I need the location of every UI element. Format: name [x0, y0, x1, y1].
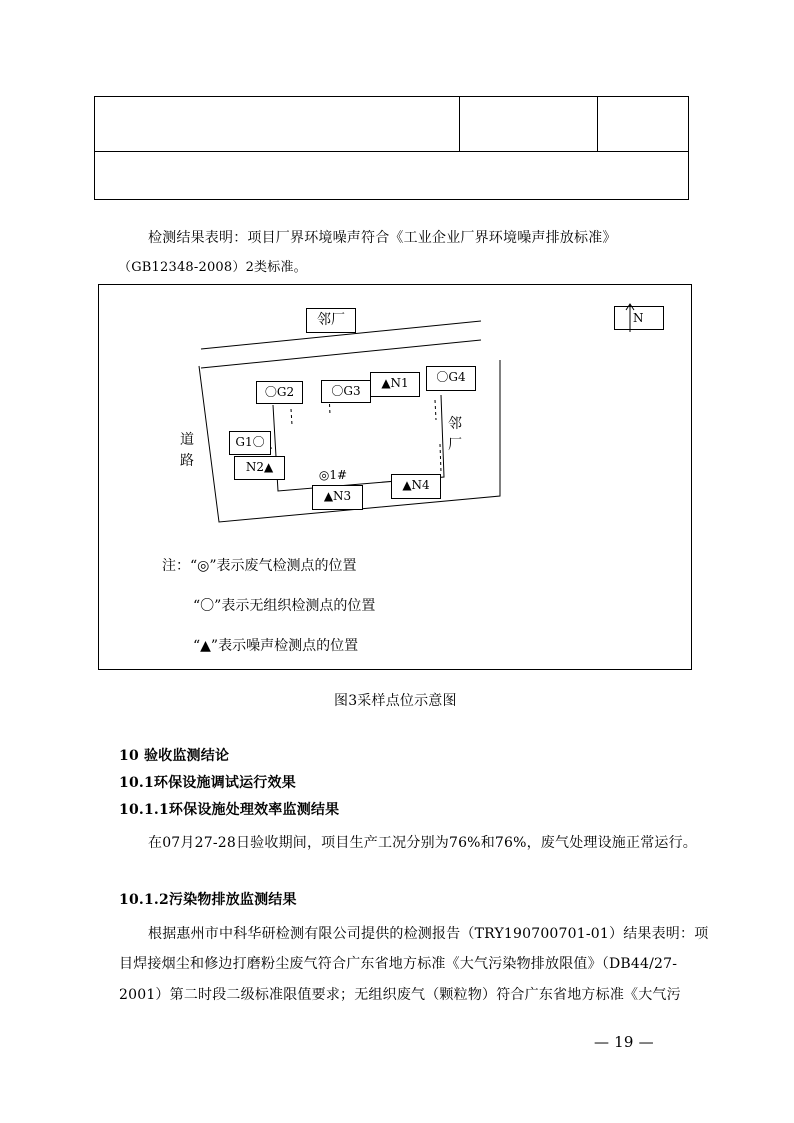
section-10-1-2-text-line-3: 2001）第二时段二级标准限值要求；无组织废气（颗粒物）符合广东省地方标准《大气污	[119, 987, 681, 1003]
neighbor-top-box	[306, 308, 356, 333]
north-box	[614, 306, 664, 330]
north-label: N	[633, 311, 644, 325]
point-n4: ▲N4	[391, 474, 441, 499]
section-10-1-2-title: 10.1.2污染物排放监测结果	[119, 892, 297, 908]
note-noise: “▲”表示噪声检测点的位置	[193, 638, 359, 654]
table-middle-border	[94, 151, 689, 152]
table-top-border	[94, 96, 689, 97]
result-statement-line-1: 检测结果表明：项目厂界环境噪声符合《工业企业厂界环境噪声排放标准》	[148, 230, 617, 246]
road-label-char-1: 道	[180, 432, 194, 448]
result-statement-line-2: （GB12348-2008）2类标准。	[118, 260, 307, 275]
section-10-title: 10 验收监测结论	[119, 748, 230, 764]
table-col-divider-2	[597, 96, 598, 152]
note-unorganized: “〇”表示无组织检测点的位置	[193, 598, 376, 614]
table-right-border	[688, 96, 689, 200]
neighbor-right-char-2: 厂	[448, 437, 462, 453]
table-left-border	[94, 96, 95, 200]
section-10-1-2-text-line-2: 目焊接烟尘和修边打磨粉尘废气符合广东省地方标准《大气污染物排放限值》（DB44/27-	[119, 956, 678, 972]
table-bottom-border	[94, 199, 689, 200]
section-10-1-title: 10.1环保设施调试运行效果	[119, 775, 296, 791]
neighbor-top-label: 邻厂	[317, 312, 345, 328]
neighbor-right-char-1: 邻	[448, 416, 462, 432]
road-label-char-2: 路	[180, 453, 194, 469]
section-10-1-1-text: 在07月27-28日验收期间，项目生产工况分别为76%和76%，废气处理设施正常运行。	[148, 835, 698, 851]
dash-mark-3	[435, 400, 436, 420]
dash-mark-1	[291, 409, 292, 425]
point-g1: G1〇	[229, 431, 271, 455]
dash-mark-4	[440, 444, 441, 472]
table-col-divider-1	[459, 96, 460, 152]
point-p1: ◎1#	[318, 468, 348, 482]
point-n3: ▲N3	[312, 485, 363, 510]
note-exhaust: 注：“◎”表示废气检测点的位置	[162, 558, 357, 574]
top-boundary-line-2	[201, 340, 481, 368]
sampling-diagram	[98, 284, 692, 670]
point-n2: N2▲	[234, 456, 285, 480]
section-10-1-2-text-line-1: 根据惠州市中科华研检测有限公司提供的检测报告（TRY190700701-01）结果表明：项	[148, 926, 709, 942]
page-number: — 19 —	[594, 1033, 654, 1051]
point-n1: ▲N1	[370, 372, 420, 397]
point-g3: 〇G3	[321, 380, 371, 403]
section-10-1-1-title: 10.1.1环保设施处理效率监测结果	[119, 802, 340, 818]
point-g2: 〇G2	[256, 381, 303, 404]
figure-caption: 图3采样点位示意图	[334, 693, 457, 709]
point-g4: 〇G4	[426, 366, 476, 391]
